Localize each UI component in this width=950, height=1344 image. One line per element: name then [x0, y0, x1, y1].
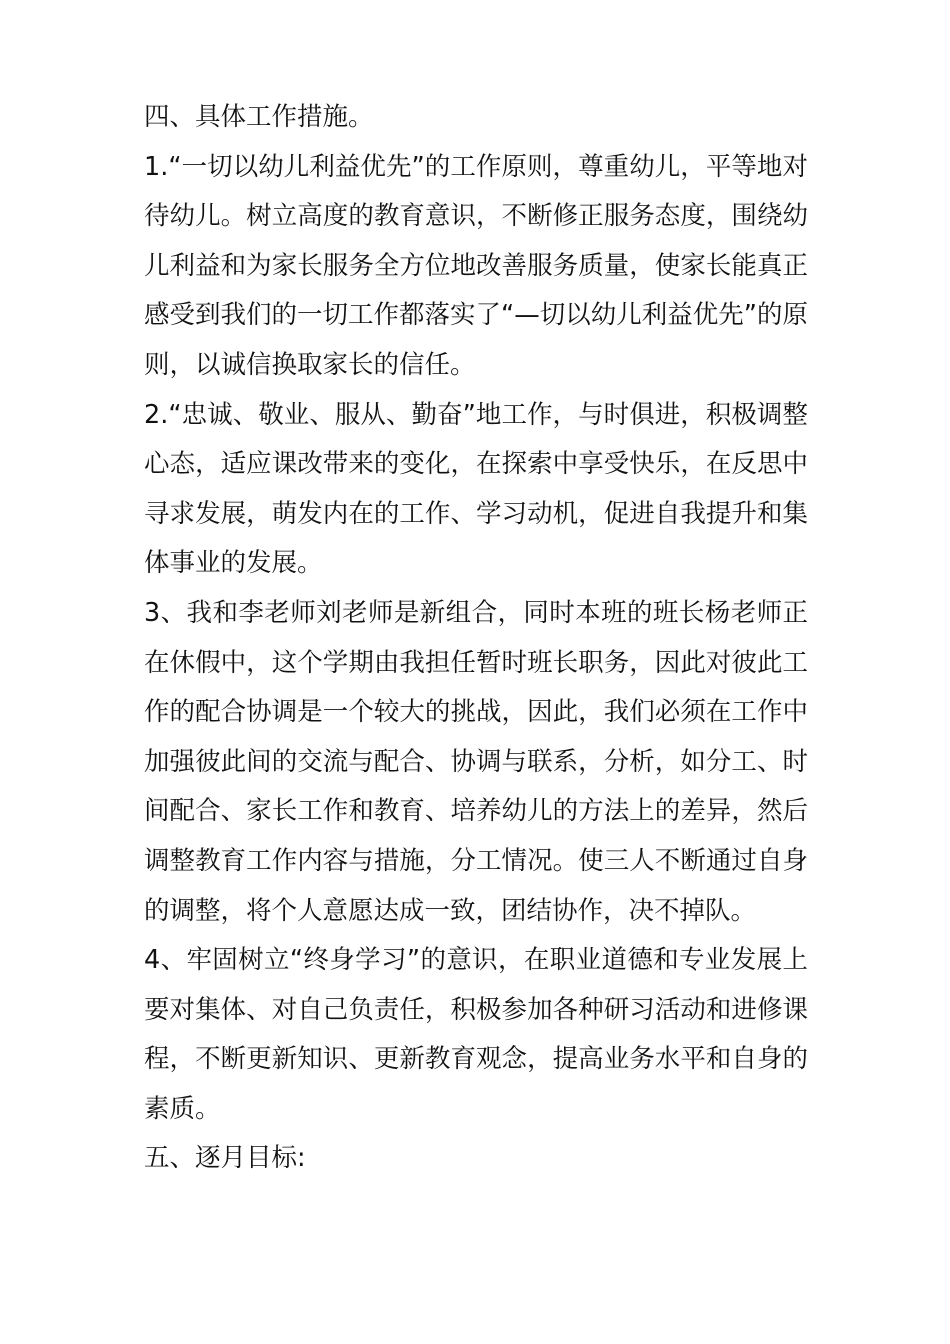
paragraph-item-4: 4、牢固树立“终身学习”的意识，在职业道德和专业发展上要对集体、对自己负责任，积极参加各种研习活动和进修课程，不断更新知识、更新教育观念，提高业务水平和自身的素质。	[144, 945, 808, 1124]
section-heading-measures: 四、具体工作措施。	[144, 102, 374, 132]
paragraph-item-1: 1.“一切以幼儿利益优先”的工作原则，尊重幼儿，平等地对待幼儿。树立高度的教育意识，不断修正服务态度，围绕幼儿利益和为家长服务全方位地改善服务质量，使家长能真正感受到我们的一切工作都落实了“—切以幼儿利益优先”的原则，以诚信换取家长的信任。	[144, 151, 808, 380]
paragraph-item-3: 3、我和李老师刘老师是新组合，同时本班的班长杨老师正在休假中，这个学期由我担任暂时班长职务，因此对彼此工作的配合协调是一个较大的挑战，因此，我们必须在工作中加强彼此间的交流与配合、协调与联系，分析，如分工、时间配合、家长工作和教育、培养幼儿的方法上的差异，然后调整教育工作内容与措施，分工情况。使三人不断通过自身的调整，将个人意愿达成一致，团结协作，决不掉队。	[144, 597, 808, 926]
paragraph-item-2: 2.“忠诚、敬业、服从、勤奋”地工作，与时俱进，积极调整心态，适应课改带来的变化，在探索中享受快乐，在反思中寻求发展，萌发内在的工作、学习动机，促进自我提升和集体事业的发展。	[144, 399, 808, 579]
section-heading-monthly-goals: 五、逐月目标:	[144, 1143, 306, 1174]
document-body	[144, 93, 808, 1184]
